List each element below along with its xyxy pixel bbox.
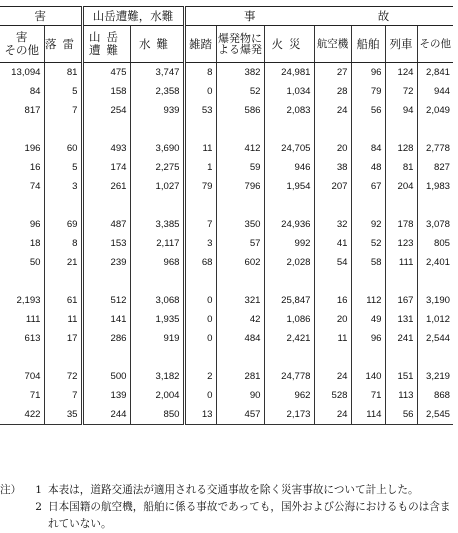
table-cell: 2,401 [417, 253, 453, 272]
table-cell: 2,544 [417, 329, 453, 348]
table-cell: 96 [351, 63, 385, 83]
header-group-left: 害 [0, 7, 82, 26]
table-cell: 3,219 [417, 367, 453, 386]
table-cell: 0 [184, 310, 216, 329]
table-cell: 7 [44, 386, 82, 405]
group-separator [0, 348, 453, 367]
table-cell: 140 [351, 367, 385, 386]
table-cell: 244 [82, 405, 130, 425]
table-cell: 16 [29, 162, 41, 173]
table-cell: 27 [314, 63, 351, 83]
table-cell: 286 [82, 329, 130, 348]
table-cell: 261 [82, 177, 130, 196]
table-cell: 16 [314, 291, 351, 310]
table-cell: 24 [314, 405, 351, 425]
table-cell: 48 [351, 158, 385, 177]
table-cell: 2,545 [417, 405, 453, 425]
table-cell: 602 [216, 253, 264, 272]
table-cell: 111 [25, 314, 41, 325]
table-row [0, 139, 453, 158]
table-cell: 111 [385, 253, 417, 272]
table-row [0, 158, 453, 177]
table-cell: 57 [216, 234, 264, 253]
table-cell: 50 [29, 257, 41, 268]
table-cell: 0 [184, 291, 216, 310]
col-header-kokuki: 航空機 [314, 26, 351, 63]
table-cell: 5 [44, 82, 82, 101]
table-cell: 475 [82, 63, 130, 83]
table-cell: 81 [385, 158, 417, 177]
table-cell: 1,027 [130, 177, 184, 196]
table-cell: 153 [82, 234, 130, 253]
table-row [0, 177, 453, 196]
table-cell: 25,847 [264, 291, 314, 310]
table-cell: 92 [351, 215, 385, 234]
table-cell: 487 [82, 215, 130, 234]
table-cell: 412 [216, 139, 264, 158]
table-row [0, 329, 453, 348]
table-cell: 2,004 [130, 386, 184, 405]
table-cell: 96 [29, 219, 41, 230]
table-cell: 493 [82, 139, 130, 158]
table-cell: 939 [130, 101, 184, 120]
table-cell: 528 [314, 386, 351, 405]
table-cell: 32 [314, 215, 351, 234]
table-cell: 5 [44, 158, 82, 177]
table-cell: 59 [216, 158, 264, 177]
table-cell: 586 [216, 101, 264, 120]
table-cell: 8 [44, 234, 82, 253]
table-cell: 11 [184, 139, 216, 158]
table-cell: 350 [216, 215, 264, 234]
table-cell: 60 [44, 139, 82, 158]
col-header-suinan: 水難 [130, 26, 184, 63]
table-cell: 84 [351, 139, 385, 158]
table-cell: 321 [216, 291, 264, 310]
table-cell: 158 [82, 82, 130, 101]
table-cell: 96 [351, 329, 385, 348]
table-cell: 20 [314, 139, 351, 158]
header-group-mountain-water: 山岳遭難，水難 [82, 7, 184, 26]
table-cell: 56 [351, 101, 385, 120]
table-cell: 2,049 [417, 101, 453, 120]
table-cell: 0 [184, 329, 216, 348]
table-cell: 805 [417, 234, 453, 253]
table-cell: 90 [216, 386, 264, 405]
table-cell: 0 [184, 386, 216, 405]
table-cell: 1 [184, 158, 216, 177]
table-cell: 3,078 [417, 215, 453, 234]
table-cell: 21 [44, 253, 82, 272]
table-row [0, 82, 453, 101]
col-header-bakuhatsu: 爆発物による爆発 [216, 26, 264, 63]
table-cell: 178 [385, 215, 417, 234]
table-cell: 67 [351, 177, 385, 196]
table-cell: 241 [385, 329, 417, 348]
table-cell: 128 [385, 139, 417, 158]
table-cell: 174 [82, 158, 130, 177]
table-cell: 141 [82, 310, 130, 329]
table-cell: 81 [44, 63, 82, 83]
table-cell: 54 [314, 253, 351, 272]
table-cell: 204 [385, 177, 417, 196]
col-header-rakurai: 落雷 [44, 26, 82, 63]
col-header-kasai: 火災 [264, 26, 314, 63]
table-cell: 35 [44, 405, 82, 425]
table-cell: 114 [351, 405, 385, 425]
table-cell: 131 [385, 310, 417, 329]
table-cell: 167 [385, 291, 417, 310]
table-cell: 11 [44, 310, 82, 329]
col-header-sangaku: 山岳 遭難 [82, 26, 130, 63]
footnote-1 [0, 482, 458, 499]
table-cell: 84 [29, 86, 41, 97]
table-cell: 53 [184, 101, 216, 120]
table-cell: 52 [216, 82, 264, 101]
footnote-2 [0, 499, 458, 533]
table-cell: 992 [264, 234, 314, 253]
table-cell: 94 [385, 101, 417, 120]
table-row [0, 63, 453, 83]
table-cell: 2,083 [264, 101, 314, 120]
table-cell: 2,275 [130, 158, 184, 177]
table-cell: 850 [130, 405, 184, 425]
table-cell: 613 [24, 333, 41, 344]
table-cell: 151 [385, 367, 417, 386]
table-body [0, 63, 453, 425]
header-group-ko: 故 [314, 7, 453, 26]
col-header-other-b: その他 [417, 26, 453, 63]
group-separator [0, 272, 453, 291]
footnote-number: 2 [35, 501, 42, 513]
table-cell: 2,117 [130, 234, 184, 253]
table-cell: 2,778 [417, 139, 453, 158]
table-cell: 24,778 [264, 367, 314, 386]
table-row [0, 291, 453, 310]
table-cell: 484 [216, 329, 264, 348]
footnote-number: 1 [35, 484, 42, 496]
table-cell: 382 [216, 63, 264, 83]
table-cell: 1,935 [130, 310, 184, 329]
table-cell: 38 [314, 158, 351, 177]
table-cell: 24,936 [264, 215, 314, 234]
table-cell: 2,028 [264, 253, 314, 272]
table-cell: 7 [184, 215, 216, 234]
table-row [0, 310, 453, 329]
table-cell: 1,086 [264, 310, 314, 329]
table-cell: 3,068 [130, 291, 184, 310]
table-cell: 79 [351, 82, 385, 101]
col-header-senpaku: 船舶 [351, 26, 385, 63]
table-cell: 254 [82, 101, 130, 120]
table-cell: 24,705 [264, 139, 314, 158]
table-cell: 61 [44, 291, 82, 310]
footnote-mark: 注） [0, 484, 22, 496]
table-cell: 69 [44, 215, 82, 234]
table-cell: 207 [314, 177, 351, 196]
table-cell: 3,385 [130, 215, 184, 234]
table-cell: 8 [184, 63, 216, 83]
table-cell: 1,012 [417, 310, 453, 329]
header-group-jiko: 事 [184, 7, 314, 26]
table-cell: 944 [417, 82, 453, 101]
table-cell: 868 [417, 386, 453, 405]
table-cell: 58 [351, 253, 385, 272]
table-cell: 817 [24, 105, 41, 116]
table-cell: 24 [314, 367, 351, 386]
group-separator [0, 196, 453, 215]
table-row [0, 101, 453, 120]
table-cell: 11 [314, 329, 351, 348]
table-cell: 24 [314, 101, 351, 120]
table-cell: 3,190 [417, 291, 453, 310]
table-cell: 72 [385, 82, 417, 101]
table-cell: 49 [351, 310, 385, 329]
table-cell: 3,182 [130, 367, 184, 386]
table-cell: 7 [44, 101, 82, 120]
table-row [0, 405, 453, 425]
table-cell: 2 [184, 367, 216, 386]
table-cell: 124 [385, 63, 417, 83]
table-cell: 0 [184, 82, 216, 101]
table-cell: 2,841 [417, 63, 453, 83]
table-cell: 239 [82, 253, 130, 272]
table-row [0, 386, 453, 405]
table-cell: 827 [417, 158, 453, 177]
table-cell: 962 [264, 386, 314, 405]
table-cell: 3 [44, 177, 82, 196]
table-cell: 28 [314, 82, 351, 101]
table-cell: 2,193 [16, 295, 41, 306]
table-cell: 113 [385, 386, 417, 405]
table-cell: 71 [29, 390, 41, 401]
table-cell: 17 [44, 329, 82, 348]
table-cell: 2,358 [130, 82, 184, 101]
table-cell: 13,094 [11, 67, 41, 78]
table-cell: 13 [184, 405, 216, 425]
table-cell: 56 [385, 405, 417, 425]
footnote-text: 本表は，道路交通法が適用される交通事故を除く災害事故について計上した。 [48, 484, 419, 496]
table-cell: 422 [0, 405, 44, 425]
table-cell: 123 [385, 234, 417, 253]
table-cell: 1,034 [264, 82, 314, 101]
group-separator [0, 120, 453, 139]
table-row [0, 253, 453, 272]
footnote-text: 日本国籍の航空機，船舶に係る事故であっても，国外および公海におけるものは含まれていない。 [48, 501, 451, 530]
table-cell: 52 [351, 234, 385, 253]
footnotes [0, 482, 458, 533]
table-cell: 2,421 [264, 329, 314, 348]
table-cell: 1,983 [417, 177, 453, 196]
table-cell: 112 [351, 291, 385, 310]
table-cell: 919 [130, 329, 184, 348]
table-cell: 512 [82, 291, 130, 310]
col-header-zatto: 雑踏 [184, 26, 216, 63]
col-header-ressha: 列車 [385, 26, 417, 63]
table-row [0, 367, 453, 386]
disaster-accident-table [0, 6, 453, 425]
table-cell: 946 [264, 158, 314, 177]
table-cell: 79 [184, 177, 216, 196]
table-cell: 281 [216, 367, 264, 386]
table-cell: 796 [216, 177, 264, 196]
table-row [0, 234, 453, 253]
table-cell: 500 [82, 367, 130, 386]
table-cell: 3,747 [130, 63, 184, 83]
table-cell: 68 [184, 253, 216, 272]
table-cell: 3 [184, 234, 216, 253]
table-cell: 968 [130, 253, 184, 272]
col-header-other-a: 害 その他 [0, 26, 44, 63]
table-cell: 2,173 [264, 405, 314, 425]
table-cell: 41 [314, 234, 351, 253]
table-row [0, 215, 453, 234]
table-cell: 704 [24, 371, 41, 382]
table-cell: 18 [29, 238, 41, 249]
table-cell: 20 [314, 310, 351, 329]
table-cell: 71 [351, 386, 385, 405]
table-cell: 3,690 [130, 139, 184, 158]
table-cell: 1,954 [264, 177, 314, 196]
table-cell: 74 [29, 181, 41, 192]
table-cell: 42 [216, 310, 264, 329]
table-cell: 457 [216, 405, 264, 425]
table-cell: 139 [82, 386, 130, 405]
table-cell: 196 [24, 143, 41, 154]
table-cell: 24,981 [264, 63, 314, 83]
table-cell: 72 [44, 367, 82, 386]
